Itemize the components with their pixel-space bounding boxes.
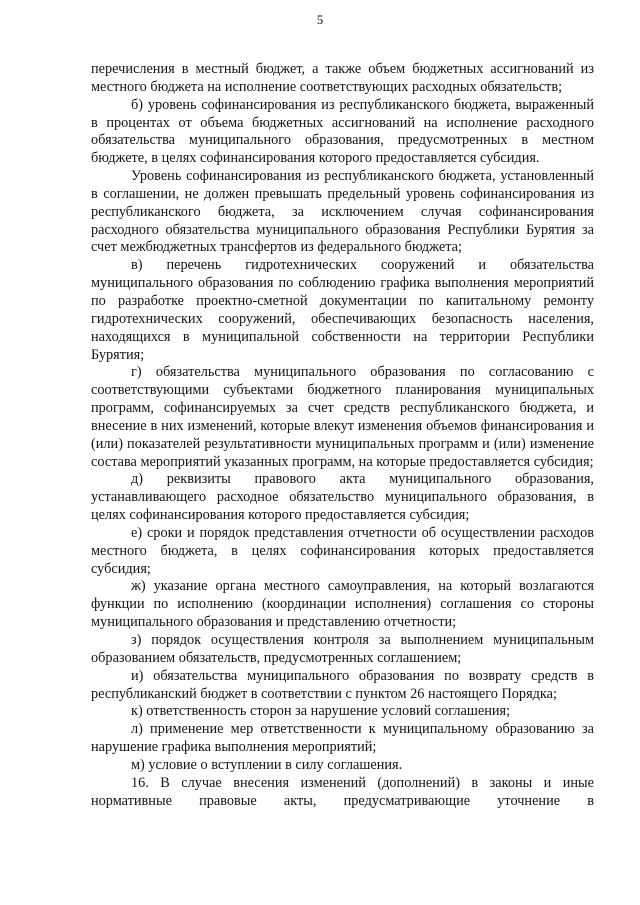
paragraph: Уровень софинансирования из республиканского бюджета, установленный в соглашении, не должен превышать предельный уровень софинансирования из республиканского бюджета, за исключением случая софинансирования расходного обязательства муниципального образования Республики Бурятия за счет межбюджетных трансфертов из федерального бюджета; — [91, 168, 594, 256]
paragraph: м) условие о вступлении в силу соглашения. — [131, 756, 403, 773]
paragraph: в) перечень гидротехнических сооружений и обязательства муниципального образования по соблюдению графика выполнения мероприятий по разработке проектно-сметной документации по капитальному ремонту гидротехнических сооружений, обеспечивающих безопасность населения, находящихся в муниципальной собственности на территории Республики Бурятия; — [91, 257, 594, 363]
paragraph: к) ответственность сторон за нарушение условий соглашения; — [131, 703, 511, 720]
paragraph: л) применение мер ответственности к муниципальному образованию за нарушение графика выполнения мероприятий; — [91, 721, 594, 756]
paragraph: и) обязательства муниципального образования по возврату средств в республиканский бюджет в соответствии с пунктом 26 настоящего Порядка; — [91, 667, 594, 702]
paragraph: г) обязательства муниципального образования по согласованию с соответствующими субъектами бюджетного планирования муниципальных программ, софинансируемых за счет средств республиканского бюджета, и внесение в них изменений, которые влекут изменения объемов финансирования и (или) показателей результативности муниципальных программ и (или) изменение состава мероприятий указанных программ, на которые предоставляется субсидия; — [91, 364, 594, 470]
paragraph: перечисления в местный бюджет, а также объем бюджетных ассигнований из местного бюджета на исполнение соответствующих расходных обязательств; — [91, 61, 594, 95]
document-body — [91, 61, 594, 810]
paragraph: 16. В случае внесения изменений (дополнений) в законы и иные нормативные правовые акты, предусматривающие уточнение в — [91, 774, 594, 809]
paragraph: д) реквизиты правового акта муниципального образования, устанавливающего расходное обязательство муниципального образования, в целях софинансирования которого предоставляется субсидия; — [91, 471, 594, 524]
paragraph: з) порядок осуществления контроля за выполнением муниципальным образованием обязательств, предусмотренных соглашением; — [91, 632, 594, 666]
paragraph: е) сроки и порядок представления отчетности об осуществлении расходов местного бюджета, в целях софинансирования которых предоставляется субсидия; — [91, 524, 594, 577]
paragraph: б) уровень софинансирования из республиканского бюджета, выраженный в процентах от объема бюджетных ассигнований на исполнение расходного обязательства муниципального образования, предусмотренных в местном бюджете, в целях софинансирования которого предоставляется субсидия. — [91, 96, 594, 167]
paragraph: ж) указание органа местного самоуправления, на который возлагаются функции по исполнению (координации исполнения) соглашения со стороны муниципального образования и представлению отчетности; — [91, 578, 594, 631]
page-number: 5 — [316, 12, 324, 27]
